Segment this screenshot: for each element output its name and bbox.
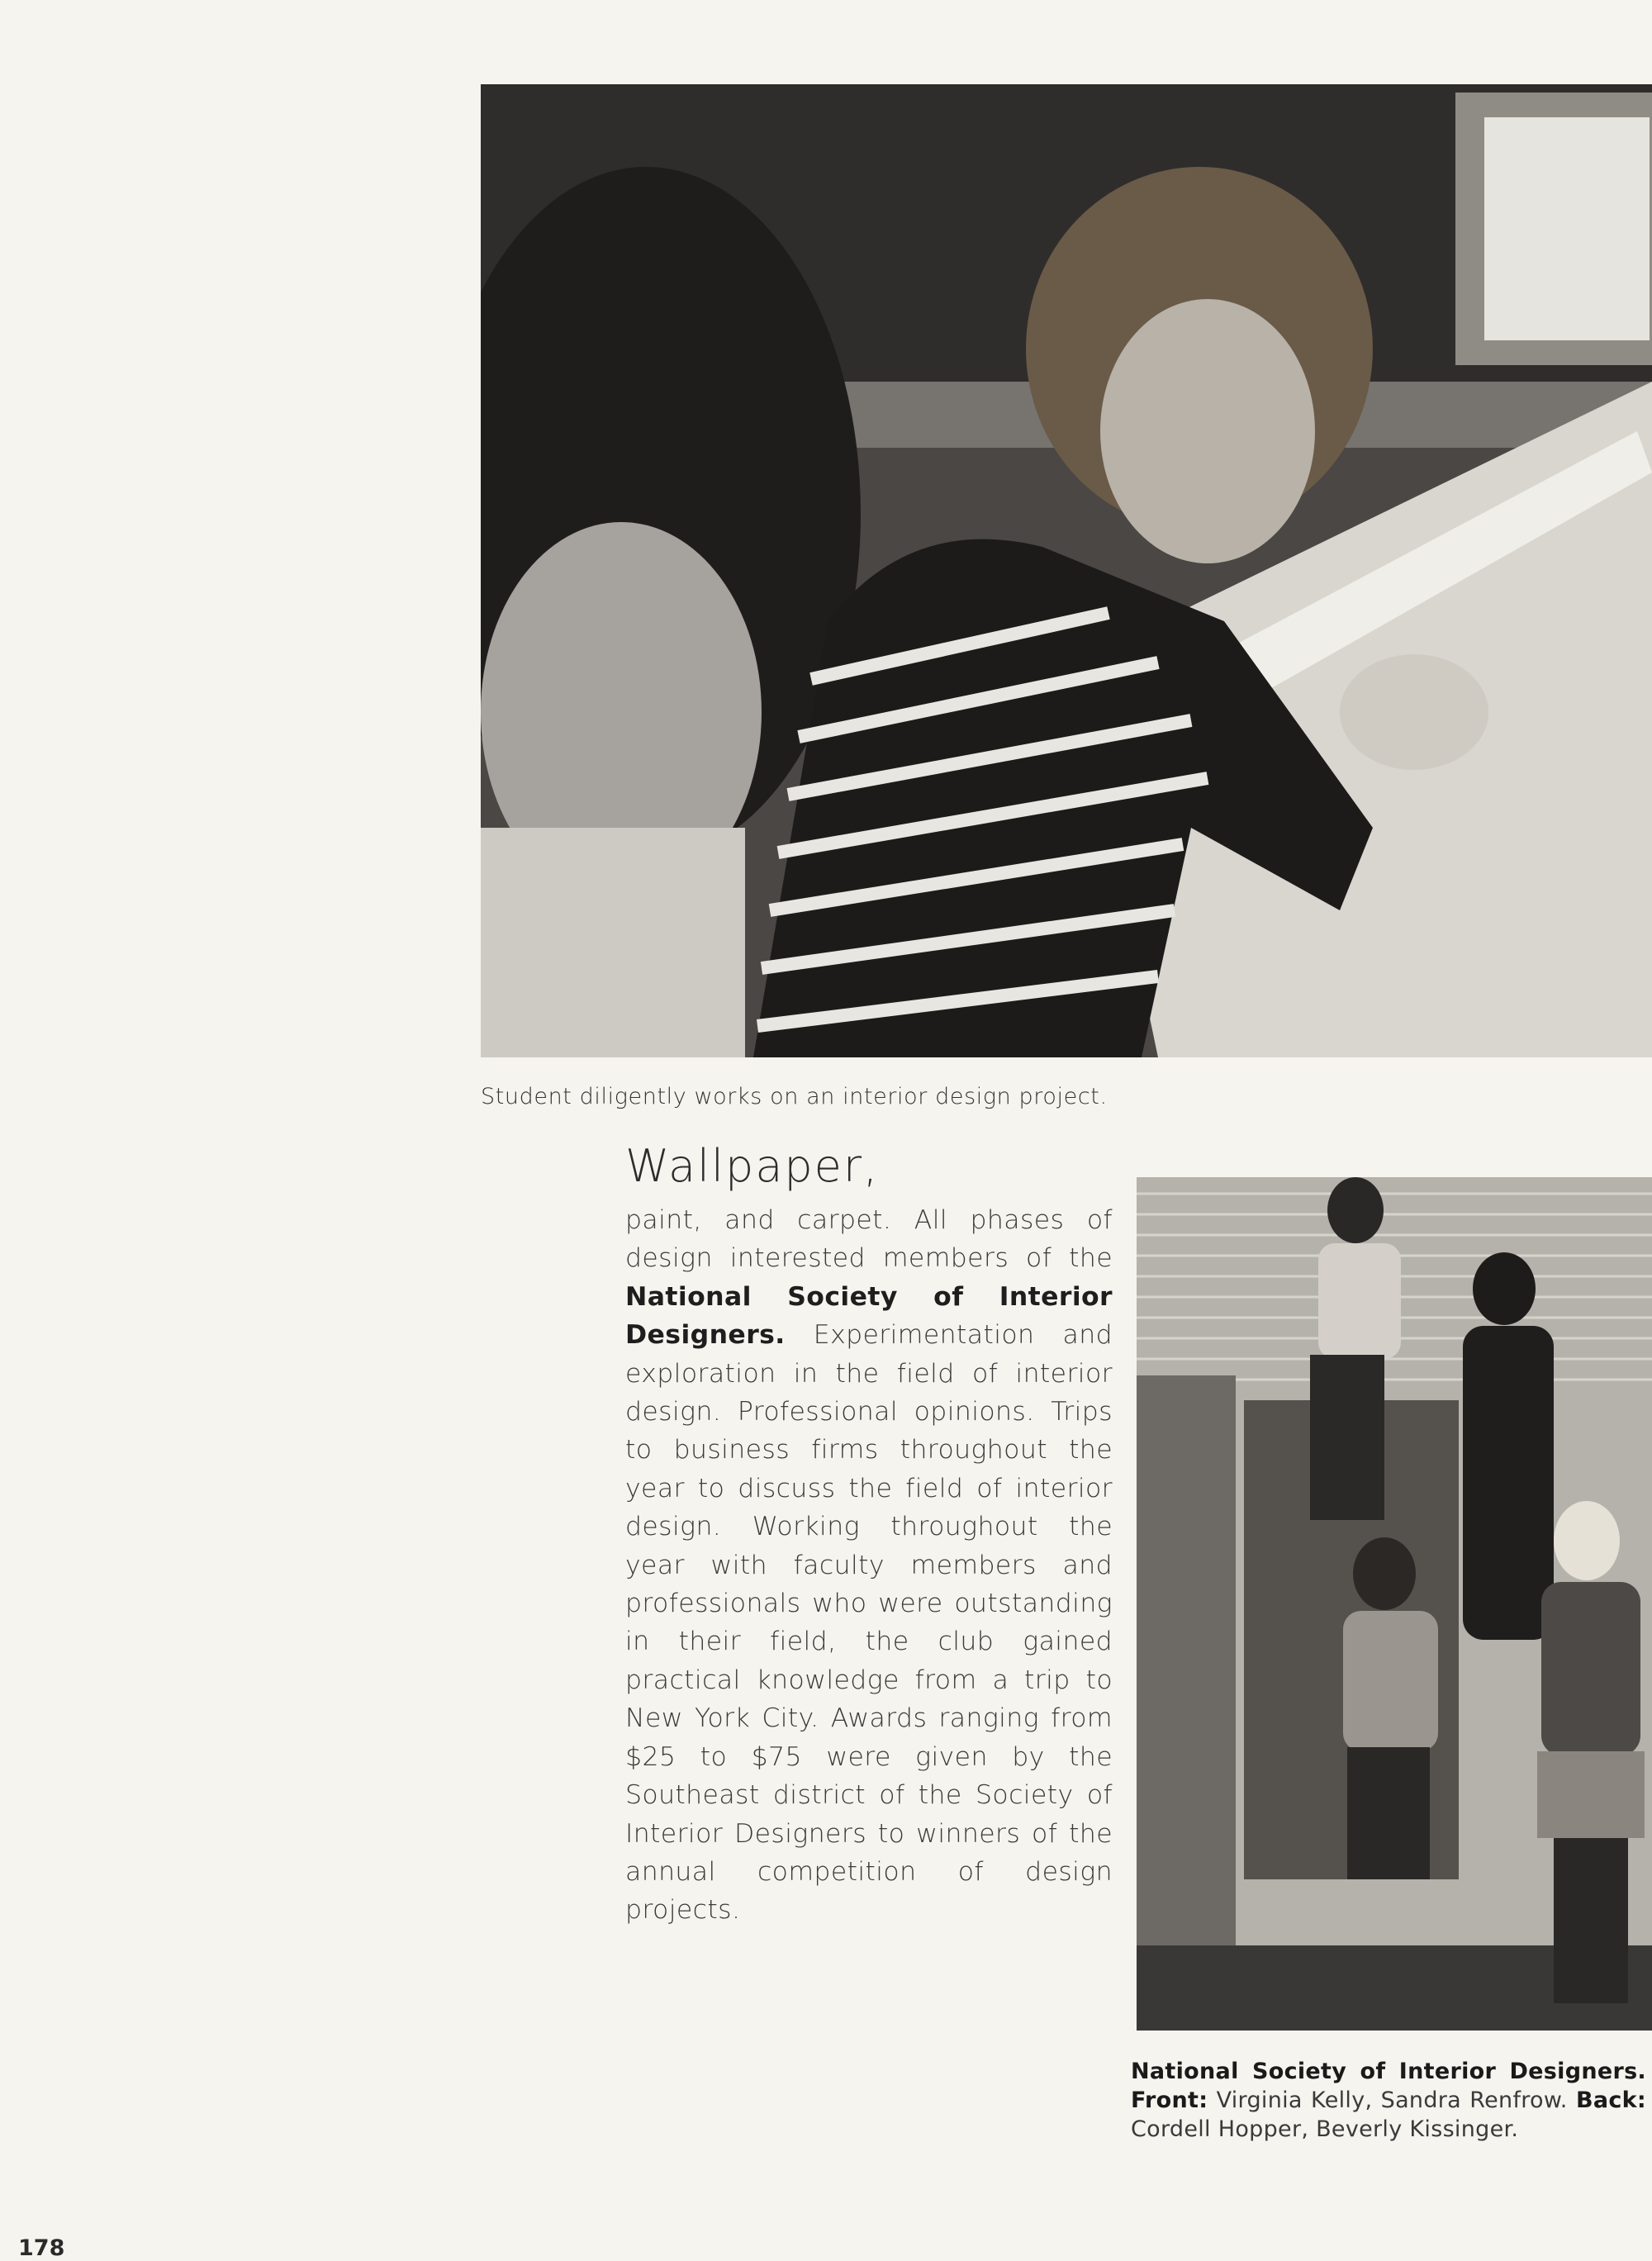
group-photo xyxy=(1137,1177,1652,2031)
article-heading: Wallpaper, xyxy=(625,1140,880,1192)
main-photo-caption: Student diligently works on an interior design project. xyxy=(481,1084,1108,1109)
article-body-rest: Experimentation and exploration in the field of interior design. Professional opinions. Trips to business firms throughout the year to discuss the field of interior design. Working throughout the year with faculty members and professionals who were outstanding in their field, the club gained practical knowledge from a trip to New York City. Awards ranging from $25 to $75 were given by the Southeast district of the Society of Interior Designers to winners of the annual competition of design projects. xyxy=(625,1320,1113,1926)
article-body xyxy=(625,1201,1113,1930)
group-photo-caption xyxy=(1131,2057,1646,2144)
organization-name: National Society of Interior Designers. xyxy=(625,1281,1113,1351)
article-body-intro: paint, and carpet. All phases of design interested members of the xyxy=(625,1205,1113,1274)
main-photo xyxy=(481,84,1652,1057)
front-label: Front: xyxy=(1131,2088,1208,2113)
front-names: Virginia Kelly, Sandra Renfrow. xyxy=(1216,2088,1568,2113)
caption-title: National Society of Interior Designers. xyxy=(1131,2059,1646,2084)
back-label: Back: xyxy=(1575,2088,1646,2113)
back-names: Cordell Hopper, Beverly Kissinger. xyxy=(1131,2116,1519,2142)
main-photo-illustration xyxy=(481,84,1652,1057)
page-number: 178 xyxy=(18,2235,65,2261)
group-photo-illustration xyxy=(1137,1177,1652,2031)
